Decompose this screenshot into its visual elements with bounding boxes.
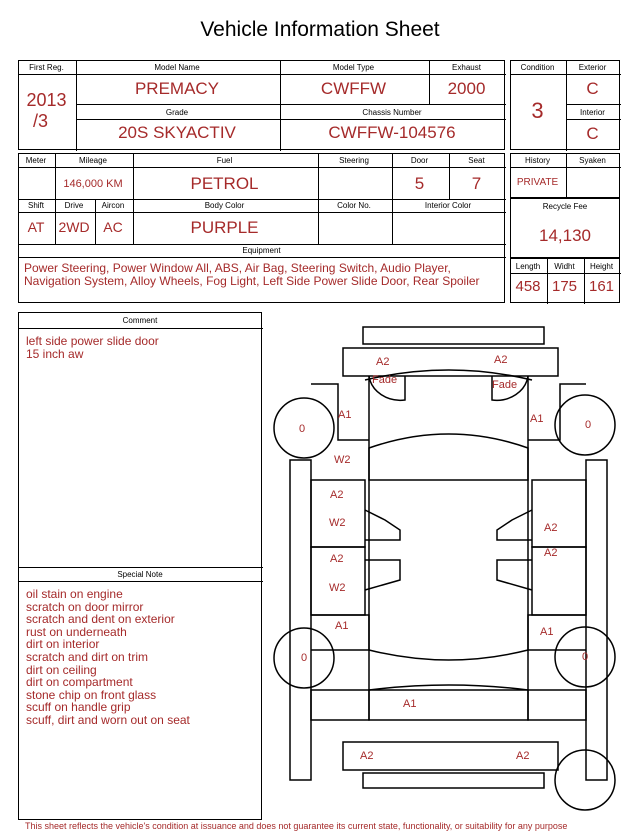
width-value: 175 <box>551 278 578 295</box>
recycle-fee-label: Recycle Fee <box>542 202 588 211</box>
door-label: Door <box>410 156 429 165</box>
mileage-label: Mileage <box>78 156 107 165</box>
damage-right-front-fender: A1 <box>530 413 544 425</box>
comment-line: 15 inch aw <box>26 346 84 361</box>
damage-fade-left: Fade <box>372 374 398 386</box>
damage-fade-right: Fade <box>492 379 518 391</box>
special-note-line: scratch and dirt on trim <box>26 649 149 664</box>
damage-left-front-fender: A1 <box>338 409 352 421</box>
special-note-line: dirt on interior <box>26 637 100 652</box>
drive-label: Drive <box>64 201 84 210</box>
aircon-label: Aircon <box>101 201 125 210</box>
body-color-value: PURPLE <box>190 218 259 237</box>
comment-label: Comment <box>122 316 158 325</box>
tire-front-right-score: 0 <box>585 419 592 431</box>
page-title: Vehicle Information Sheet <box>200 18 440 41</box>
grade-label: Grade <box>165 108 189 117</box>
interior-color-label: Interior Color <box>424 201 472 210</box>
damage-rear-gate: A1 <box>403 698 417 710</box>
mileage-value: 146,000 KM <box>63 178 123 190</box>
chassis-label: Chassis Number <box>362 108 422 117</box>
model-name-label: Model Name <box>154 63 200 72</box>
condition-grade: 3 <box>531 98 544 123</box>
length-label: Length <box>515 262 541 271</box>
damage-left-rear-door-w: W2 <box>329 582 346 594</box>
drive-value: 2WD <box>58 219 90 235</box>
steering-label: Steering <box>339 156 369 165</box>
model-name-value: PREMACY <box>134 79 220 98</box>
history-label: History <box>525 156 550 165</box>
tire-rear-left-score: 0 <box>301 652 308 664</box>
fuel-value: PETROL <box>190 174 259 193</box>
height-label: Height <box>589 262 614 271</box>
interior-label: Interior <box>580 108 605 117</box>
special-note-line: dirt on compartment <box>26 675 133 690</box>
damage-left-quarter: A1 <box>335 620 349 632</box>
special-note-line: stone chip on front glass <box>26 687 157 702</box>
damage-rear-bumper-left: A2 <box>360 750 374 762</box>
disclaimer: This sheet reflects the vehicle's condition at issuance and does not guarantee its current state, functionality, or suitability for any purpose <box>25 821 568 831</box>
chassis-value: CWFFW-104576 <box>328 123 456 142</box>
special-note-line: scratch on door mirror <box>26 599 144 614</box>
special-note-label: Special Note <box>117 570 163 579</box>
special-note-line: oil stain on engine <box>26 587 123 601</box>
condition-label: Condition <box>520 63 555 72</box>
exterior-label: Exterior <box>578 63 607 72</box>
damage-front-bumper-right: A2 <box>494 354 508 366</box>
special-note-line: rust on underneath <box>26 624 127 639</box>
tire-rear-right-score: 0 <box>582 651 589 663</box>
history-value: PRIVATE <box>516 177 559 188</box>
damage-left-front-door-a: A2 <box>330 489 344 501</box>
aircon-value: AC <box>103 219 123 235</box>
model-type-value: CWFFW <box>320 79 387 98</box>
exhaust-label: Exhaust <box>452 63 481 72</box>
recycle-fee-value: 14,130 <box>539 226 591 245</box>
damage-right-front-door: A2 <box>544 522 558 534</box>
damage-left-rear-door-a: A2 <box>330 553 344 565</box>
damage-left-fender-lower: W2 <box>334 454 351 466</box>
equipment-list: Power Steering, Power Window All, ABS, Air Bag, Steering Switch, Audio Player, Navigation System, Alloy Wheels, Fog Light, Left Side Power Slide Door, Rear Spoiler <box>24 261 480 288</box>
damage-right-rear-door: A2 <box>544 547 558 559</box>
shift-label: Shift <box>27 201 44 210</box>
shift-value: AT <box>27 219 45 235</box>
exhaust-value: 2000 <box>447 79 486 98</box>
first-reg-label: First Reg. <box>29 63 64 72</box>
special-note-line: scuff, dirt and worn out on seat <box>26 712 190 727</box>
length-value: 458 <box>515 278 541 295</box>
color-no-label: Color No. <box>337 201 371 210</box>
first-reg-year: 2013 <box>26 90 67 110</box>
meter-label: Meter <box>25 156 47 165</box>
seat-count: 7 <box>471 174 482 193</box>
syaken-label: Syaken <box>579 156 606 165</box>
damage-rear-bumper-right: A2 <box>516 750 530 762</box>
width-label: Widht <box>554 262 575 271</box>
door-count: 5 <box>414 174 425 193</box>
height-value: 161 <box>588 278 615 295</box>
comment-line: left side power slide door <box>26 334 159 348</box>
first-reg-month: /3 <box>32 111 48 131</box>
equipment-label: Equipment <box>242 246 281 255</box>
seat-label: Seat <box>468 156 485 165</box>
damage-left-front-door-w: W2 <box>329 517 346 529</box>
grade-value: 20S SKYACTIV <box>118 123 236 142</box>
special-note-line: scuff on handle grip <box>26 700 131 715</box>
damage-right-quarter: A1 <box>540 626 554 638</box>
special-note-line: dirt on ceiling <box>26 662 97 677</box>
exterior-grade: C <box>586 79 599 98</box>
body-color-label: Body Color <box>204 201 245 210</box>
interior-grade: C <box>586 124 599 143</box>
special-note-line: scratch and dent on exterior <box>26 612 175 627</box>
model-type-label: Model Type <box>332 63 375 72</box>
tire-front-left-score: 0 <box>299 423 306 435</box>
damage-front-bumper-left: A2 <box>376 356 390 368</box>
fuel-label: Fuel <box>216 156 233 165</box>
